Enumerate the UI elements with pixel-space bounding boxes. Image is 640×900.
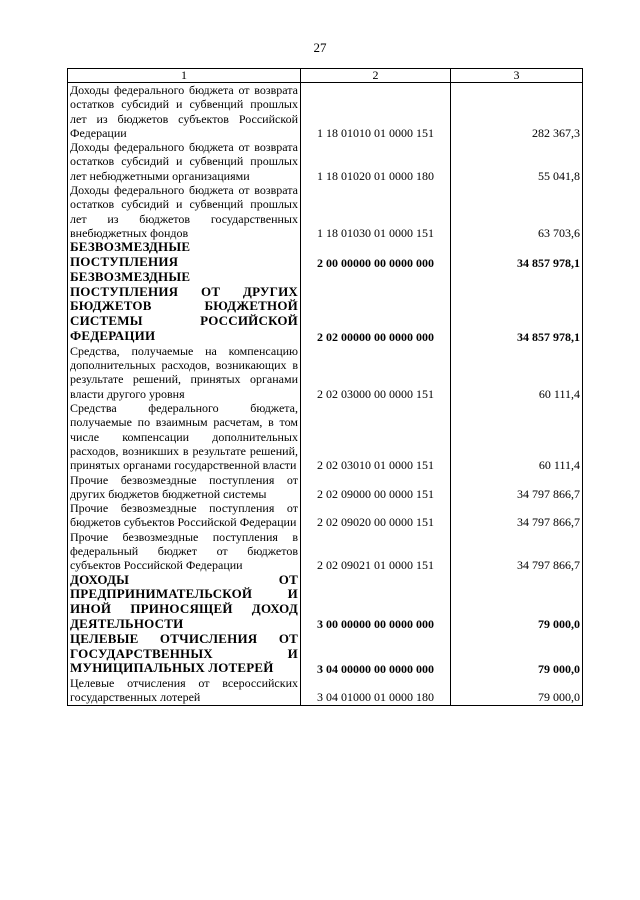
table-row [68,183,583,240]
row-code-cell: 1 18 01010 01 0000 151 [301,83,451,141]
row-name-cell: Средства, получаемые на компенсацию дополнительных расходов, возникающих в результате решений, принятых органами власти другого уровня [68,344,301,401]
table-row [68,270,583,344]
row-name-cell: Доходы федерального бюджета от возврата остатков субсидий и субвенций прошлых лет небюджетными организациями [68,140,301,183]
row-name-cell: Прочие безвозмездные поступления от других бюджетов бюджетной системы [68,473,301,502]
row-code-cell: 2 00 00000 00 0000 000 [301,240,451,270]
table-row [68,632,583,676]
row-name-cell: Прочие безвозмездные поступления от бюджетов субъектов Российской Федерации [68,501,301,530]
row-name-cell: Прочие безвозмездные поступления в федеральный бюджет от бюджетов субъектов Российской Федерации [68,530,301,573]
row-name-cell: ЦЕЛЕВЫЕ ОТЧИСЛЕНИЯ ОТ ГОСУДАРСТВЕННЫХ И МУНИЦИПАЛЬНЫХ ЛОТЕРЕЙ [68,632,301,676]
row-amount-cell: 34 857 978,1 [451,270,583,344]
table-row [68,473,583,502]
table-row [68,83,583,141]
row-name-cell: Доходы федерального бюджета от возврата остатков субсидий и субвенций прошлых лет из бюджетов государственных внебюджетных фондов [68,183,301,240]
row-code-cell: 1 18 01030 01 0000 151 [301,183,451,240]
row-code-cell: 3 04 01000 01 0000 180 [301,676,451,705]
row-amount-cell: 79 000,0 [451,676,583,705]
row-code-cell: 2 02 09020 00 0000 151 [301,501,451,530]
row-amount-cell: 60 111,4 [451,344,583,401]
row-code-cell: 2 02 03010 01 0000 151 [301,401,451,472]
row-amount-cell: 34 797 866,7 [451,473,583,502]
row-amount-cell: 34 797 866,7 [451,501,583,530]
row-code-cell: 3 00 00000 00 0000 000 [301,573,451,632]
row-name-cell: Средства федерального бюджета, получаемые по взаимным расчетам, в том числе компенсации дополнительных расходов, возникших в результате решений, принятых органами государственной власти [68,401,301,472]
row-amount-cell: 34 857 978,1 [451,240,583,270]
row-name-cell: Доходы федерального бюджета от возврата остатков субсидий и субвенций прошлых лет из бюджетов субъектов Российской Федерации [68,83,301,141]
row-amount-cell: 79 000,0 [451,573,583,632]
table-row [68,676,583,705]
budget-revenue-table [67,68,583,706]
row-code-cell: 1 18 01020 01 0000 180 [301,140,451,183]
table-row [68,240,583,270]
table-row [68,344,583,401]
page-number: 27 [313,40,327,55]
row-code-cell: 2 02 09000 00 0000 151 [301,473,451,502]
column-header-name: 1 [68,69,301,83]
table-row [68,530,583,573]
table-row [68,573,583,632]
row-code-cell: 2 02 09021 01 0000 151 [301,530,451,573]
row-amount-cell: 55 041,8 [451,140,583,183]
column-header-amount: 3 [451,69,583,83]
row-name-cell: БЕЗВОЗМЕЗДНЫЕ ПОСТУПЛЕНИЯ [68,240,301,270]
row-name-cell: ДОХОДЫ ОТ ПРЕДПРИНИМАТЕЛЬСКОЙ И ИНОЙ ПРИНОСЯЩЕЙ ДОХОД ДЕЯТЕЛЬНОСТИ [68,573,301,632]
row-amount-cell: 63 703,6 [451,183,583,240]
table-body [68,83,583,706]
column-header-code: 2 [301,69,451,83]
row-amount-cell: 34 797 866,7 [451,530,583,573]
table-header-row [68,69,583,83]
row-code-cell: 2 02 03000 00 0000 151 [301,344,451,401]
row-name-cell: БЕЗВОЗМЕЗДНЫЕ ПОСТУПЛЕНИЯ ОТ ДРУГИХ БЮДЖЕТОВ БЮДЖЕТНОЙ СИСТЕМЫ РОССИЙСКОЙ ФЕДЕРАЦИИ [68,270,301,344]
row-amount-cell: 282 367,3 [451,83,583,141]
row-code-cell: 2 02 00000 00 0000 000 [301,270,451,344]
table-row [68,501,583,530]
row-code-cell: 3 04 00000 00 0000 000 [301,632,451,676]
row-amount-cell: 60 111,4 [451,401,583,472]
row-name-cell: Целевые отчисления от всероссийских государственных лотерей [68,676,301,705]
table-row [68,401,583,472]
table-row [68,140,583,183]
row-amount-cell: 79 000,0 [451,632,583,676]
